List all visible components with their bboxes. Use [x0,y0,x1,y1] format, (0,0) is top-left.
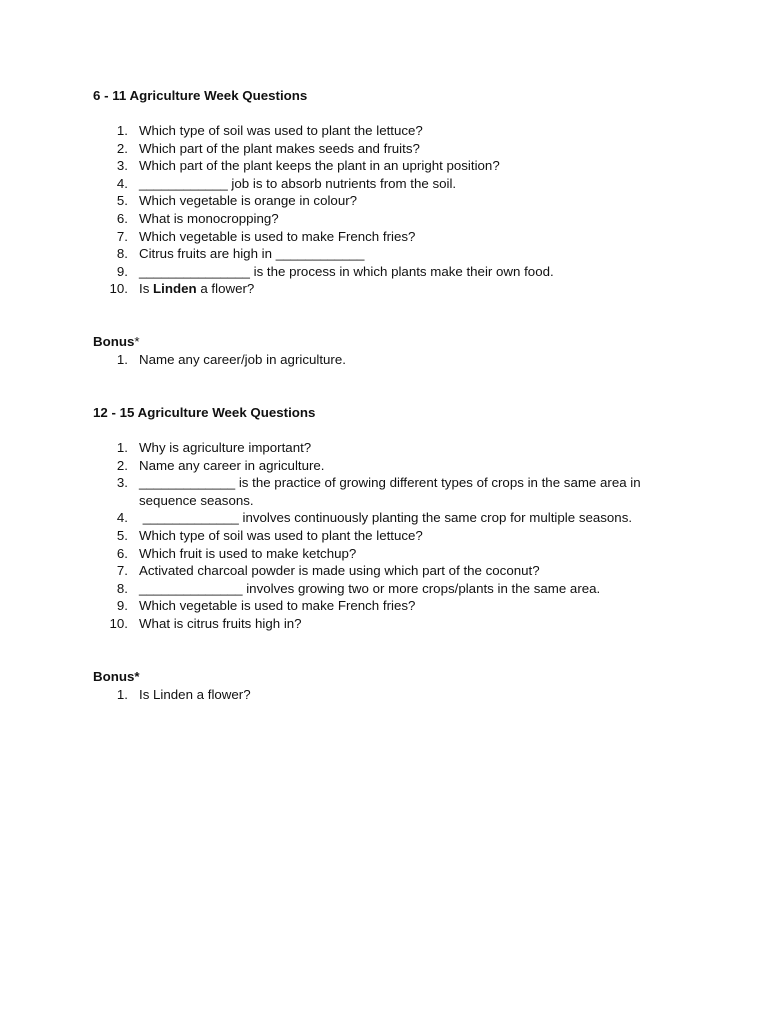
list-item [93,686,693,704]
question-text: Activated charcoal powder is made using which part of the coconut? [139,563,540,579]
item-number: 1. [116,687,128,702]
section2-bonus-list [93,686,693,704]
item-number: 6. [116,545,128,561]
list-item [93,509,693,527]
question-text: _____________ involves continuously planting the same crop for multiple seasons. [139,510,633,526]
list-item [93,157,693,175]
bonus-asterisk: * [134,334,140,349]
list-item [93,122,693,140]
question-text: Name any career/job in agriculture. [139,352,346,367]
item-number: 7. [116,228,128,244]
question-text: Which fruit is used to make ketchup? [139,545,357,561]
list-item [93,140,693,158]
list-item [93,228,693,246]
item-number: 1. [116,440,128,455]
section1-question-list [93,122,693,298]
list-item [93,263,693,281]
question-text-pre: Is [139,281,154,297]
question-text: Which type of soil was used to plant the lettuce? [139,123,423,138]
list-item [93,457,693,475]
question-text: Why is agriculture important? [139,440,312,455]
list-item [93,615,693,633]
question-text-bold: Linden [153,281,197,297]
item-number: 2. [116,457,128,473]
item-number: 3. [116,158,128,174]
question-text: Is Linden a flower? [139,687,251,702]
list-item [93,580,693,598]
section2-title: 12 - 15 Agriculture Week Questions [93,405,316,420]
question-text-post: a flower? [196,281,255,297]
question-text: ____________ job is to absorb nutrients from the soil. [139,175,457,191]
item-number: 5. [116,527,128,543]
list-item [93,562,693,580]
bonus-title-text: Bonus [93,334,135,349]
list-item [93,474,693,509]
item-number: 3. [116,475,128,491]
section2-question-list [93,439,693,633]
question-text: Which vegetable is used to make French fries? [139,598,416,614]
list-item [93,210,693,228]
question-text: Which part of the plant makes seeds and fruits? [139,140,420,156]
question-text: _____________ is the practice of growing different types of crops in the same area in sequence seasons. [139,475,641,508]
list-item [93,351,693,369]
question-text: ______________ involves growing two or more crops/plants in the same area. [139,580,601,596]
item-number: 10. [109,281,128,297]
item-number: 10. [109,615,128,631]
list-item [93,192,693,210]
question-text: What is citrus fruits high in? [139,615,302,631]
list-item [93,545,693,563]
item-number: 9. [116,598,128,614]
question-text: What is monocropping? [139,210,279,226]
list-item [93,280,693,298]
item-number: 7. [116,563,128,579]
item-number: 6. [116,210,128,226]
question-text [139,280,693,298]
item-number: 8. [116,246,128,262]
question-text: Which type of soil was used to plant the lettuce? [139,527,423,543]
item-number: 4. [116,175,128,191]
section1-title: 6 - 11 Agriculture Week Questions [93,88,308,103]
list-item [93,597,693,615]
section2-bonus-title: Bonus* [93,669,140,684]
item-number: 5. [116,193,128,209]
question-text: _______________ is the process in which plants make their own food. [139,263,554,279]
question-text: Which part of the plant keeps the plant in an upright position? [139,158,500,174]
question-text: Which vegetable is used to make French fries? [139,228,416,244]
list-item [93,175,693,193]
item-number: 9. [116,263,128,279]
question-text: Which vegetable is orange in colour? [139,193,358,209]
list-item [93,527,693,545]
question-text: Citrus fruits are high in ____________ [139,246,365,262]
question-text: Name any career in agriculture. [139,457,325,473]
list-item [93,439,693,457]
item-number: 8. [116,580,128,596]
section1-bonus-title [93,333,140,350]
item-number: 2. [116,140,128,156]
section1-bonus-list [93,351,693,369]
item-number: 1. [116,123,128,138]
item-number: 4. [116,510,128,526]
item-number: 1. [116,352,128,367]
list-item [93,245,693,263]
